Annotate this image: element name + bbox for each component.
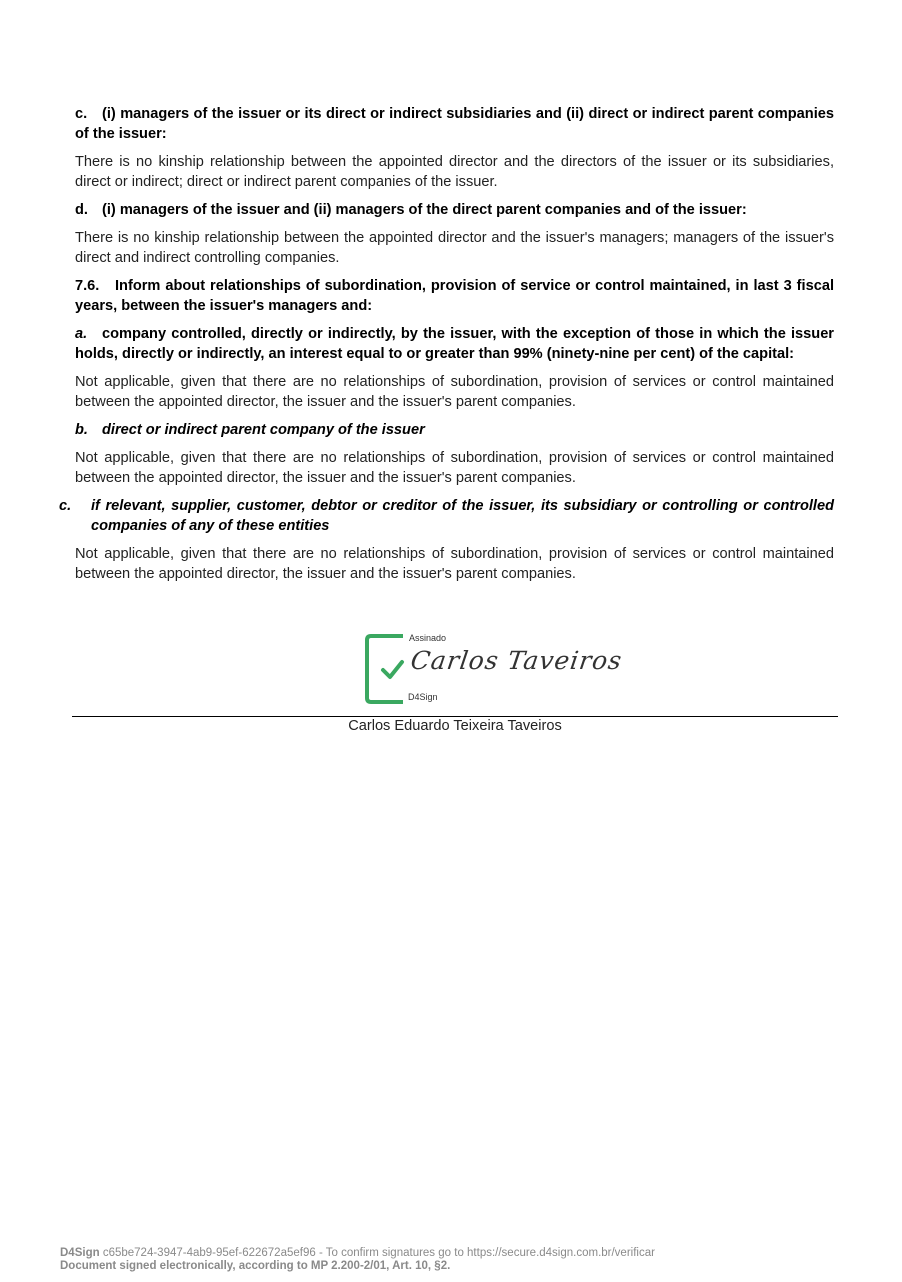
- footer-verification-text: c65be724-3947-4ab9-95ef-622672a5ef96 - To confirm signatures go to https://secure.d4sign.com.br/verificar: [99, 1247, 655, 1259]
- section-c2-heading-text: if relevant, supplier, customer, debtor or creditor of the issuer, its subsidiary or controlling or controlled companies of any of these entities: [91, 498, 834, 534]
- section-c2-text: Not applicable, given that there are no relationships of subordination, provision of services or control maintained between the appointed director, the issuer and the issuer's parent companies.: [75, 546, 834, 582]
- section-c-heading: [75, 104, 834, 144]
- section-b-heading: [75, 420, 834, 440]
- footer: [60, 1247, 655, 1273]
- footer-line-2: Document signed electronically, according to MP 2.200-2/01, Art. 10, §2.: [60, 1260, 451, 1272]
- section-a-heading: [75, 324, 834, 364]
- section-c-label: c.: [75, 106, 88, 122]
- section-d-text: There is no kinship relationship between the appointed director and the issuer's managers; managers of the issuer's direct and indirect controlling companies.: [75, 230, 834, 266]
- section-b-label: b.: [75, 422, 88, 438]
- section-7-6-heading-text: Inform about relationships of subordination, provision of service or control maintained, in last 3 fiscal years, between the issuer's managers and:: [75, 278, 834, 314]
- section-7-6-label: 7.6.: [75, 278, 100, 294]
- section-d-label: d.: [75, 202, 88, 218]
- stamp-bottom-label: D4Sign: [408, 692, 438, 702]
- footer-line-1: [60, 1247, 655, 1260]
- section-c-text: There is no kinship relationship between the appointed director and the directors of the issuer or its subsidiaries, direct or indirect; direct or indirect parent companies of the issuer.: [75, 154, 834, 190]
- signature-line: [72, 716, 838, 717]
- section-d-heading: [75, 200, 834, 220]
- handwritten-signature: Carlos Taveiros: [408, 646, 625, 675]
- signer-name: Carlos Eduardo Teixeira Taveiros: [348, 718, 562, 734]
- section-d-heading-text: (i) managers of the issuer and (ii) managers of the direct parent companies and of the issuer:: [102, 202, 747, 218]
- check-icon: [383, 662, 402, 677]
- stamp-top-label: Assinado: [409, 633, 447, 643]
- section-c-heading-text: (i) managers of the issuer or its direct or indirect subsidiaries and (ii) direct or indirect parent companies of the issuer:: [75, 106, 834, 142]
- section-a-heading-text: company controlled, directly or indirectly, by the issuer, with the exception of those in which the issuer holds, directly or indirectly, an interest equal to or greater than 99% (ninety-nine per cent) of the capital:: [75, 326, 834, 362]
- section-7-6-heading: [75, 276, 834, 316]
- section-a-label: a.: [75, 326, 88, 342]
- section-b-text: Not applicable, given that there are no relationships of subordination, provision of services or control maintained between the appointed director, the issuer and the issuer's parent companies.: [75, 450, 834, 486]
- document-body: [59, 104, 834, 592]
- section-a-text: Not applicable, given that there are no relationships of subordination, provision of services or control maintained between the appointed director, the issuer and the issuer's parent companies.: [75, 374, 834, 410]
- footer-brand: D4Sign: [60, 1247, 100, 1259]
- section-c2-heading: [59, 496, 834, 536]
- section-b-heading-text: direct or indirect parent company of the issuer: [102, 422, 425, 438]
- section-c2-label: c.: [59, 498, 72, 514]
- signature-stamp: [365, 632, 625, 706]
